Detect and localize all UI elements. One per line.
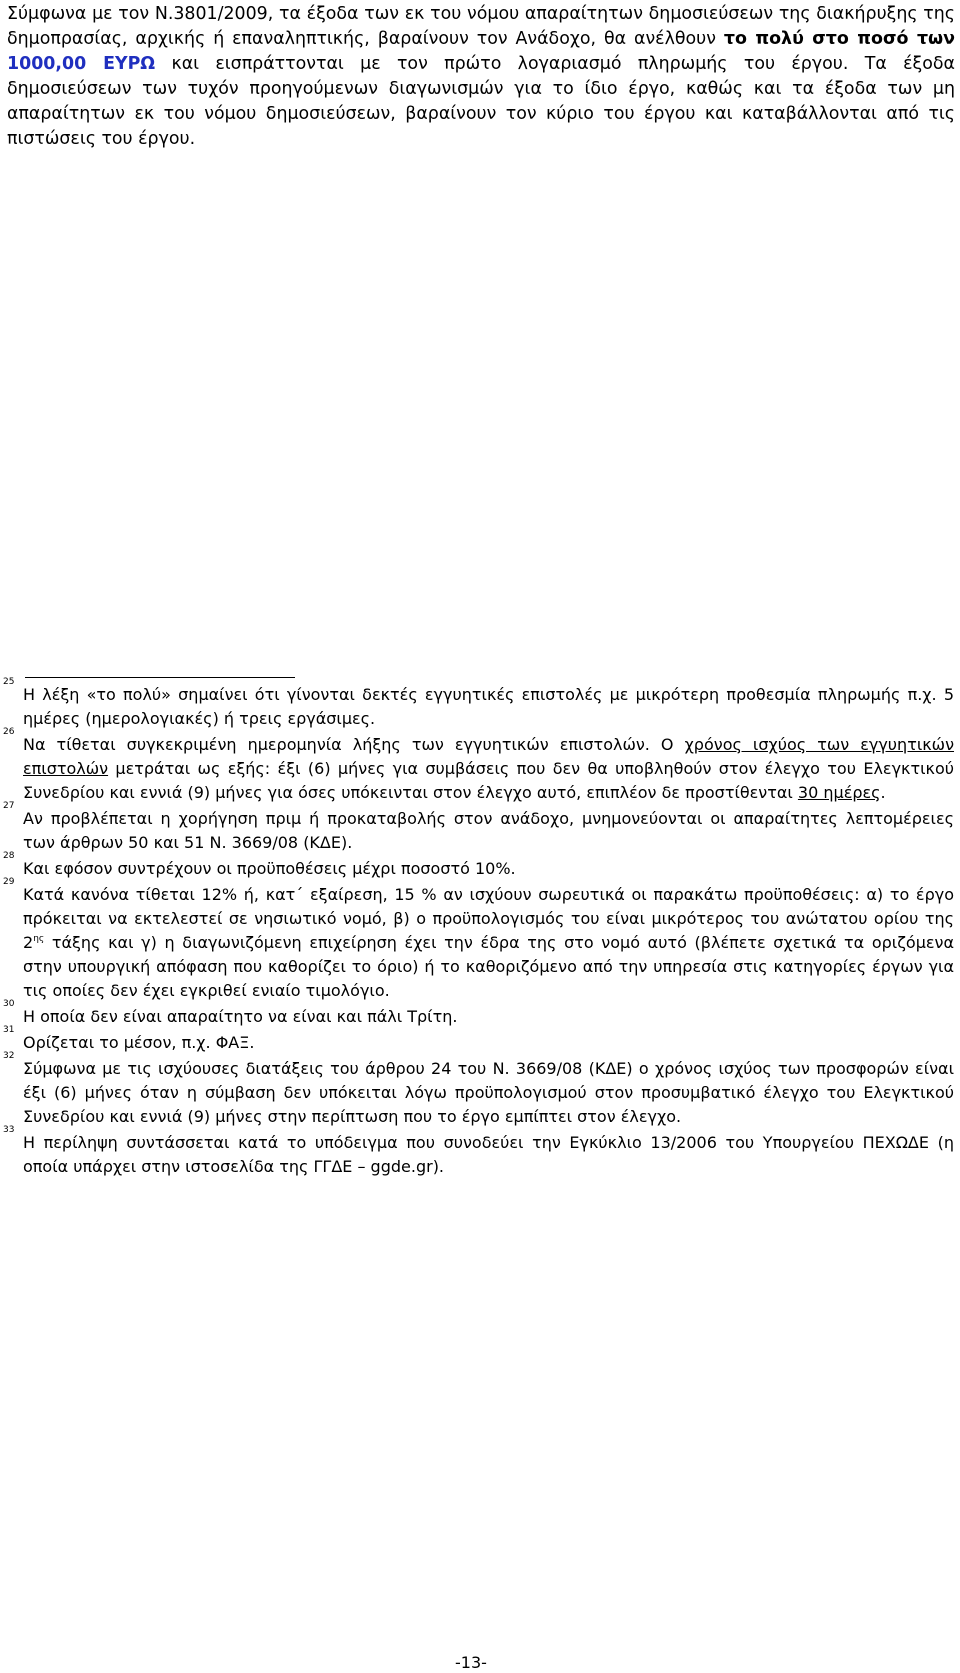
footnote-number: 26 bbox=[3, 727, 15, 737]
footnote-31 bbox=[0, 1025, 960, 1055]
footnote-25 bbox=[0, 677, 960, 731]
footnote-underlined-term: χρόνος ισχύος των εγγυητικών επιστολών bbox=[23, 735, 955, 778]
main-paragraph bbox=[7, 2, 955, 152]
footnote-number: 33 bbox=[3, 1125, 15, 1135]
footnote-33 bbox=[0, 1125, 960, 1179]
footnote-number: 29 bbox=[3, 877, 15, 887]
footnote-text-mid: μετράται ως εξής: έξι (6) μήνες για συμβάσεις που δεν θα υποβληθούν στον έλεγχο του Ελεγκτικού Συνεδρίου και εννιά (9) μήνες για όσες υπόκεινται στον έλεγχο αυτό, επιπλέον δε προστίθενται bbox=[23, 759, 954, 802]
footnote-30 bbox=[0, 999, 960, 1029]
main-text-part1: Σύμφωνα με τον Ν.3801/2009, τα έξοδα των εκ του νόμου απαραίτητων δημοσιεύσεων της διακήρυξης της δημοπρασίας, αρχικής ή επαναληπτικής, βαραίνουν τον Ανάδοχο, θα ανέλθουν bbox=[7, 4, 955, 49]
footnote-number: 27 bbox=[3, 801, 15, 811]
footnote-number: 31 bbox=[3, 1025, 15, 1035]
footnote-text-pre: Να τίθεται συγκεκριμένη ημερομηνία λήξης των εγγυητικών επιστολών. Ο bbox=[23, 735, 685, 754]
footnote-27 bbox=[0, 801, 960, 855]
main-text-part2: και εισπράττονται με τον πρώτο λογαριασμό πληρωμής του έργου. Τα έξοδα δημοσιεύσεων των τυχόν προηγούμενων διαγωνισμών για το ίδιο έργο, καθώς και τα έξοδα των μη απαραίτητων εκ του νόμου δημοσιεύσεων, βαραίνουν τον κύριο του έργου και καταβάλλονται από τις πιστώσεις του έργου. bbox=[7, 54, 955, 149]
footnote-text bbox=[23, 883, 954, 1003]
footnote-text: Η λέξη «το πολύ» σημαίνει ότι γίνονται δεκτές εγγυητικές επιστολές με μικρότερη προθεσμία πληρωμής π.χ. 5 ημέρες (ημερολογιακές) ή τρεις εργάσιμες. bbox=[23, 685, 954, 728]
main-text-bold: το πολύ στο ποσό των bbox=[723, 29, 956, 49]
footnote-text-pre: Κατά κανόνα τίθεται 12% ή, κατ΄ εξαίρεση, 15 % αν ισχύουν σωρευτικά οι παρακάτω προϋποθέσεις: α) το έργο πρόκειται να εκτελεστεί σε νησιωτικό νομό, β) ο προϋπολογισμός του είναι μικρότερος του ανώτατου ορίου της 2 bbox=[23, 885, 954, 952]
footnote-text: Σύμφωνα με τις ισχύουσες διατάξεις του άρθρου 24 του Ν. 3669/08 (ΚΔΕ) ο χρόνος ισχύος των προσφορών είναι έξι (6) μήνες όταν η σύμβαση δεν υπόκειται λόγω προϋπολογισμού στον προσυμβατικό έλεγχο του Ελεγκτικού Συνεδρίου και εννιά (9) μήνες στην περίπτωση που το έργο εμπίπτει στον έλεγχο. bbox=[23, 1059, 954, 1126]
footnote-separator bbox=[25, 677, 295, 678]
footnote-text bbox=[23, 733, 954, 805]
footnote-29 bbox=[0, 877, 960, 1003]
footnote-underlined-days: 30 ημέρες bbox=[797, 783, 881, 802]
footnote-26 bbox=[0, 727, 960, 805]
footnote-28 bbox=[0, 851, 960, 881]
footnote-32 bbox=[0, 1051, 960, 1129]
footnote-number: 32 bbox=[3, 1051, 15, 1061]
footnote-text: Ορίζεται το μέσον, π.χ. ΦΑΞ. bbox=[23, 1033, 255, 1052]
footnote-number: 28 bbox=[3, 851, 15, 861]
footnote-number: 30 bbox=[3, 999, 15, 1009]
footnotes-section bbox=[0, 677, 960, 1181]
ordinal-superscript: ης bbox=[33, 934, 45, 944]
page-number: -13- bbox=[455, 1653, 487, 1672]
footnote-text: Η οποία δεν είναι απαραίτητο να είναι και πάλι Τρίτη. bbox=[23, 1007, 458, 1026]
footnote-text: Και εφόσον συντρέχουν οι προϋποθέσεις μέχρι ποσοστό 10%. bbox=[23, 859, 516, 878]
footnote-text-post: τάξης και γ) η διαγωνιζόμενη επιχείρηση έχει την έδρα της στο νομό αυτό (βλέπετε σχετικά τα οριζόμενα στην υπουργική απόφαση που καθορίζει το όριο) ή το καθοριζόμενο από την υπηρεσία στις κατηγορίες έργων για τις οποίες δεν έχει εγκριθεί ενιαίο τιμολόγιο. bbox=[23, 933, 954, 1000]
footnote-text: Η περίληψη συντάσσεται κατά το υπόδειγμα που συνοδεύει την Εγκύκλιο 13/2006 του Υπουργείου ΠΕΧΩΔΕ (η οποία υπάρχει στην ιστοσελίδα της ΓΓΔΕ – ggde.gr). bbox=[23, 1133, 954, 1176]
main-text-amount: 1000,00 ΕΥΡΩ bbox=[7, 54, 156, 74]
footnote-text: Αν προβλέπεται η χορήγηση πριμ ή προκαταβολής στον ανάδοχο, μνημονεύονται οι απαραίτητες λεπτομέρειες των άρθρων 50 και 51 Ν. 3669/08 (ΚΔΕ). bbox=[23, 809, 954, 852]
footnote-number: 25 bbox=[3, 677, 15, 687]
footnote-text-post: . bbox=[880, 783, 886, 802]
